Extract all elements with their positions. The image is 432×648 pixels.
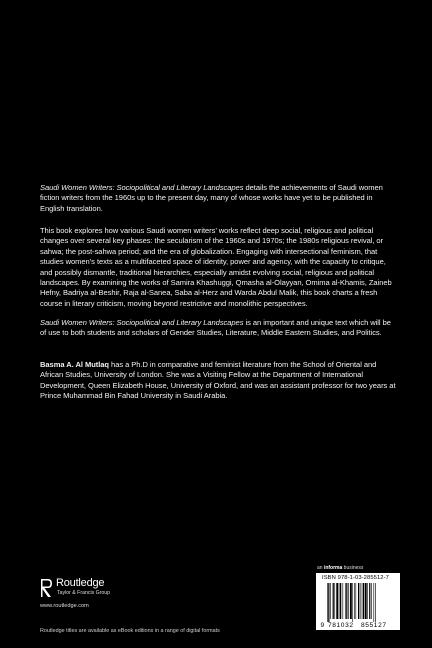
barcode-bar <box>369 583 370 619</box>
description-text: details the achievements of Saudi women fiction writers from the 1960s up to the present day, many of whose works have yet to be published in English translation. <box>40 183 383 213</box>
barcode-bar <box>371 583 372 619</box>
barcode-bar <box>343 583 344 619</box>
publisher-block <box>40 577 170 617</box>
barcode-bar <box>327 583 328 622</box>
barcode-bar <box>346 583 347 619</box>
informa-brand: informa <box>323 565 343 571</box>
author-name: Basma A. Al Mutlaq <box>40 360 109 369</box>
barcode-bar <box>365 583 367 619</box>
informa-tagline: an informa business <box>317 565 364 571</box>
barcode-bar <box>358 583 359 619</box>
isbn-label: ISBN 978-1-03-285512-7 <box>322 575 389 581</box>
barcode-bar <box>345 583 346 619</box>
barcode-bar <box>356 583 357 619</box>
publisher-name: Routledge <box>56 577 105 589</box>
barcode-bar <box>334 583 335 619</box>
ebook-note: Routledge titles are available as eBook editions in a range of digital formats <box>40 628 220 634</box>
barcode-bar <box>367 583 368 619</box>
barcode-bar <box>328 583 329 622</box>
barcode-bar <box>352 583 353 622</box>
barcode-bar <box>330 583 331 619</box>
author-bio-text: has a Ph.D in comparative and feminist literature from the School of Oriental and African Studies, University of London. She was a Visiting Fellow at the Department of International Development, Queen Elizabeth House, University of Oxford, and was an assistant professor for two years at Prince Muhammad Bin Fahad University in Saudi Arabia. <box>40 360 396 401</box>
book-title-italic: Saudi Women Writers: Sociopolitical and Literary Landscapes <box>40 318 244 327</box>
description-text: This book explores how various Saudi women writers’ works reflect deep social, religious and political changes over several key phases: the secularism of the 1960s and 1970s; the 1980s religious revival, or sahwa; the post-sahwa period; and the era of globalization. Engaging with intersectional feminism, that studies women’s texts as a multifaceted space of identity, power and agency, with the capacity to critique, and possibly dismantle, traditional hierarchies, especially amidst evolving social, religious and political landscapes. By examining the works of Samira Khashuggi, Qmasha al-Olayyan, Omima al-Khamis, Zaineb Hefny, Badriya al-Beshir, Raja al-Sanea, Saba al-Herz and Warda Abdul Malik, this book charts a fresh course in literary criticism, moving beyond restrictive and monolithic perspectives. <box>40 226 392 308</box>
description-text: is an important and unique text which will be of use to both students and scholars of Gender Studies, Literature, Middle Eastern Studies, and Politics. <box>40 318 391 338</box>
barcode-graphic <box>320 583 396 628</box>
barcode-bar <box>360 583 361 619</box>
description-paragraph-1 <box>40 183 398 214</box>
barcode-bar <box>350 583 352 619</box>
isbn-barcode <box>316 573 400 630</box>
barcode-bar <box>333 583 334 619</box>
barcode-bar <box>336 583 338 619</box>
barcode-digits-left: 781032 <box>328 622 354 628</box>
author-bio <box>40 360 398 402</box>
barcode-bar <box>354 583 355 619</box>
publisher-url[interactable]: www.routledge.com <box>40 603 89 609</box>
description-paragraph-3 <box>40 318 398 339</box>
barcode-bar <box>374 583 375 622</box>
description-paragraph-2 <box>40 226 398 309</box>
routledge-r-logo-icon <box>40 578 53 598</box>
barcode-bar <box>363 583 364 619</box>
barcode-digit-first: 9 <box>320 622 325 628</box>
barcode-bar <box>375 583 376 622</box>
barcode-bar <box>348 583 349 619</box>
book-title-italic: Saudi Women Writers: Sociopolitical and Literary Landscapes <box>40 183 244 192</box>
barcode-bar <box>339 583 340 619</box>
barcode-bar <box>362 583 363 619</box>
publisher-group: Taylor & Francis Group <box>57 590 111 596</box>
barcode-bar <box>340 583 341 619</box>
barcode-digits-right: 855127 <box>361 622 387 628</box>
